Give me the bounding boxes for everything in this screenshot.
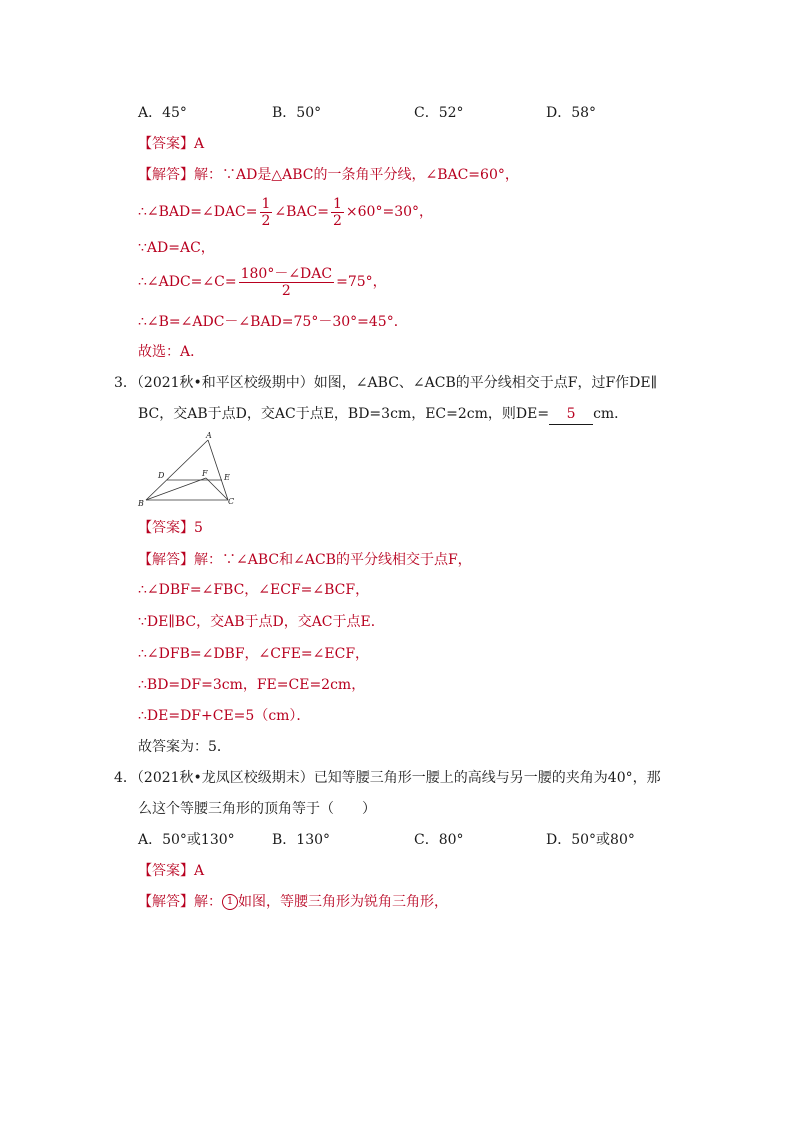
q4-option-b: B．130° bbox=[272, 832, 331, 848]
analysis-text: ×60°=30°， bbox=[345, 204, 434, 220]
q4-analysis-line-1 bbox=[138, 892, 448, 912]
analysis-text: ∴∠BAD=∠DAC= bbox=[138, 204, 258, 220]
fraction bbox=[331, 196, 344, 229]
fraction-numerator: 1 bbox=[261, 195, 271, 212]
q3-stem-line-1 bbox=[114, 373, 657, 393]
analysis-text: 解：∵AD是△ABC的一条角平分线，∠BAC=60°， bbox=[194, 167, 519, 183]
answer-tag: 【答案】 bbox=[138, 863, 194, 879]
answer-blank: 5 bbox=[549, 404, 593, 425]
q2-option-b: B．50° bbox=[272, 105, 322, 121]
question-number: 3． bbox=[114, 375, 137, 391]
analysis-text: 如图，等腰三角形为锐角三角形， bbox=[238, 894, 448, 910]
fraction-denominator: 2 bbox=[333, 212, 342, 229]
q2-analysis-line-1 bbox=[138, 165, 519, 185]
label-a: A bbox=[206, 431, 212, 440]
analysis-tag: 【解答】 bbox=[138, 552, 194, 568]
q4-option-d: D．50°或80° bbox=[546, 832, 635, 848]
analysis-tag: 【解答】 bbox=[138, 894, 194, 910]
fraction-numerator: 1 bbox=[333, 195, 342, 212]
q2-option-a: A．45° bbox=[138, 105, 187, 121]
q2-analysis-line-5: ∴∠B=∠ADC－∠BAD=75°－30°=45°． bbox=[138, 314, 408, 330]
q3-analysis-line-3: ∵DE∥BC，交AB于点D，交AC于点E． bbox=[138, 614, 385, 630]
fraction-denominator: 2 bbox=[261, 212, 271, 229]
q3-answer bbox=[138, 518, 203, 538]
fraction bbox=[260, 196, 273, 229]
q2-analysis-line-6: 故选：A． bbox=[138, 344, 205, 360]
answer-tag: 【答案】 bbox=[138, 520, 194, 536]
fraction-denominator: 2 bbox=[281, 282, 291, 299]
q4-option-a: A．50°或130° bbox=[138, 832, 235, 848]
analysis-text: =75°， bbox=[336, 274, 387, 290]
answer-value: 5 bbox=[194, 520, 203, 536]
label-f: F bbox=[202, 469, 208, 478]
side-ac bbox=[208, 440, 228, 500]
q3-analysis-line-4: ∴∠DFB=∠DBF，∠CFE=∠ECF， bbox=[138, 646, 370, 662]
analysis-text: 解： bbox=[194, 894, 222, 910]
question-number: 4． bbox=[114, 770, 137, 786]
q3-analysis-line-6: ∴DE=DF+CE=5（cm）． bbox=[138, 708, 311, 724]
question-stem: （2021秋•龙凤区校级期末）已知等腰三角形一腰上的高线与另一腰的夹角为40°，那 bbox=[136, 770, 661, 786]
triangle-figure bbox=[136, 428, 246, 510]
q4-stem-line-1 bbox=[114, 768, 661, 788]
question-stem: cm． bbox=[593, 406, 629, 422]
q2-analysis-line-2 bbox=[138, 194, 433, 230]
analysis-text: ∠BAC= bbox=[274, 204, 329, 220]
analysis-text: ∴∠ADC=∠C= bbox=[138, 274, 237, 290]
analysis-tag: 【解答】 bbox=[138, 167, 194, 183]
q3-analysis-line-1 bbox=[138, 550, 472, 570]
answer-tag: 【答案】 bbox=[138, 136, 194, 152]
answer-value: A bbox=[194, 863, 205, 879]
q3-analysis-line-5: ∴BD=DF=3cm，FE=CE=2cm， bbox=[138, 677, 366, 693]
label-b: B bbox=[138, 499, 144, 508]
analysis-text: 解：∵∠ABC和∠ACB的平分线相交于点F， bbox=[194, 552, 472, 568]
q3-analysis-line-7: 故答案为：5． bbox=[138, 739, 231, 755]
label-c: C bbox=[228, 497, 235, 506]
question-stem: （2021秋•和平区校级期中）如图，∠ABC、∠ACB的平分线相交于点F，过F作DE∥ bbox=[136, 375, 658, 391]
fraction bbox=[239, 266, 335, 299]
label-d: D bbox=[158, 471, 165, 480]
answer-value: A bbox=[194, 136, 205, 152]
q4-stem-line-2: 么这个等腰三角形的顶角等于（ ） bbox=[138, 801, 376, 817]
q2-option-c: C．52° bbox=[414, 105, 464, 121]
q2-answer bbox=[138, 134, 204, 154]
q2-option-d: D．58° bbox=[546, 105, 597, 121]
q4-option-c: C．80° bbox=[414, 832, 464, 848]
q2-analysis-line-4 bbox=[138, 264, 387, 300]
question-stem: BC，交AB于点D，交AC于点E，BD=3cm，EC=2cm，则DE= bbox=[138, 406, 550, 422]
q3-analysis-line-2: ∴∠DBF=∠FBC，∠ECF=∠BCF， bbox=[138, 582, 370, 598]
label-e: E bbox=[224, 473, 230, 482]
side-ab bbox=[146, 440, 208, 500]
bisector-bf bbox=[146, 478, 206, 500]
q2-analysis-line-3: ∵AD=AC， bbox=[138, 240, 215, 256]
q3-stem-line-2 bbox=[138, 404, 628, 425]
fraction-numerator: 180°－∠DAC bbox=[240, 265, 333, 282]
q4-answer bbox=[138, 861, 204, 881]
circled-number: 1 bbox=[222, 894, 238, 910]
